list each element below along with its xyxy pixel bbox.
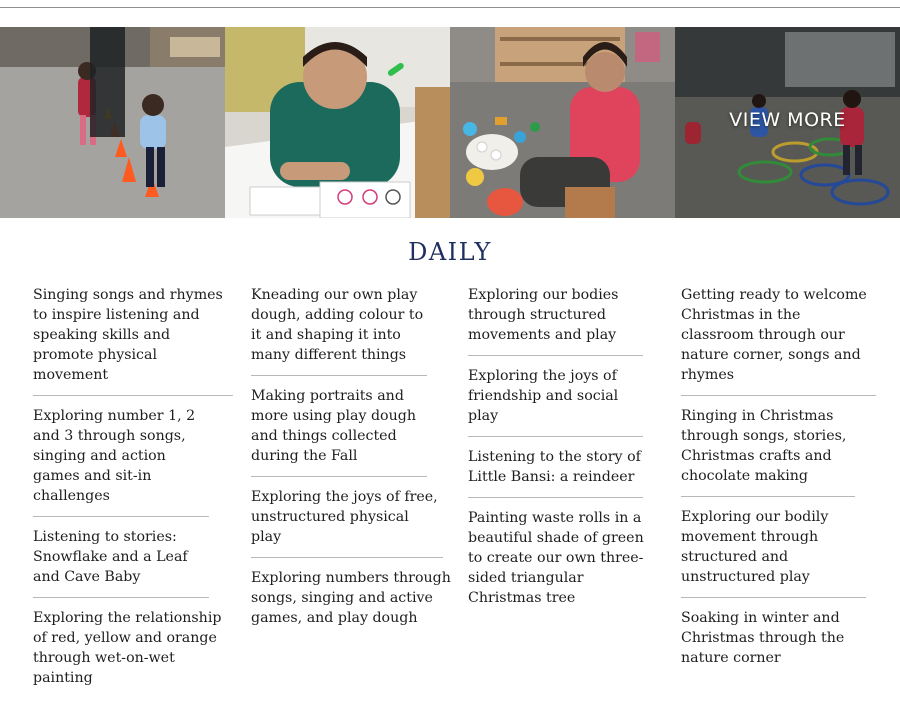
activity-item: Making portraits and more using play dough and things collected during the Fall: [251, 386, 427, 477]
activity-item: Exploring the joys of friendship and social play: [468, 366, 643, 437]
activity-item: Listening to the story of Little Bansi: a reindeer: [468, 447, 643, 498]
activity-item: Listening to stories: Snowflake and a Leaf and Cave Baby: [33, 527, 209, 598]
gallery-photo-hoops[interactable]: [675, 27, 900, 218]
section-title: DAILY: [408, 238, 492, 266]
activity-item: Getting ready to welcome Christmas in the classroom through our nature corner, songs and rhymes: [681, 285, 876, 396]
activity-column-4: [681, 285, 876, 688]
activity-item: Painting waste rolls in a beautiful shade of green to create our own three-sided triangular Christmas tree: [468, 510, 644, 606]
activity-item: Kneading our own play dough, adding colour to it and shaping it into many different things: [251, 285, 427, 376]
activity-item: Soaking in winter and Christmas through the nature corner: [681, 610, 845, 666]
activity-item: Exploring number 1, 2 and 3 through songs, singing and action games and sit-in challenges: [33, 406, 209, 517]
activity-item: Ringing in Christmas through songs, stories, Christmas crafts and chocolate making: [681, 406, 855, 497]
top-divider: [0, 7, 900, 8]
activity-column-1: [33, 285, 233, 708]
activity-item: Exploring our bodies through structured movements and play: [468, 285, 643, 356]
gallery-photo-cones[interactable]: [0, 27, 225, 218]
view-more-link[interactable]: VIEW MORE: [729, 109, 846, 131]
gallery-photo-colouring[interactable]: [225, 27, 450, 218]
activity-item: Exploring the joys of free, unstructured physical play: [251, 487, 443, 558]
activity-column-2: [251, 285, 451, 648]
activity-column-3: [468, 285, 658, 628]
gallery-photo-tea-set[interactable]: [450, 27, 675, 218]
photo-gallery: [0, 27, 900, 218]
activity-item: Exploring the relationship of red, yellow and orange through wet-on-wet painting: [33, 610, 222, 686]
activity-item: Exploring numbers through songs, singing and active games, and play dough: [251, 570, 451, 626]
activity-item: Exploring our bodily movement through structured and unstructured play: [681, 507, 866, 598]
activity-item: Singing songs and rhymes to inspire listening and speaking skills and promote physical movement: [33, 285, 233, 396]
